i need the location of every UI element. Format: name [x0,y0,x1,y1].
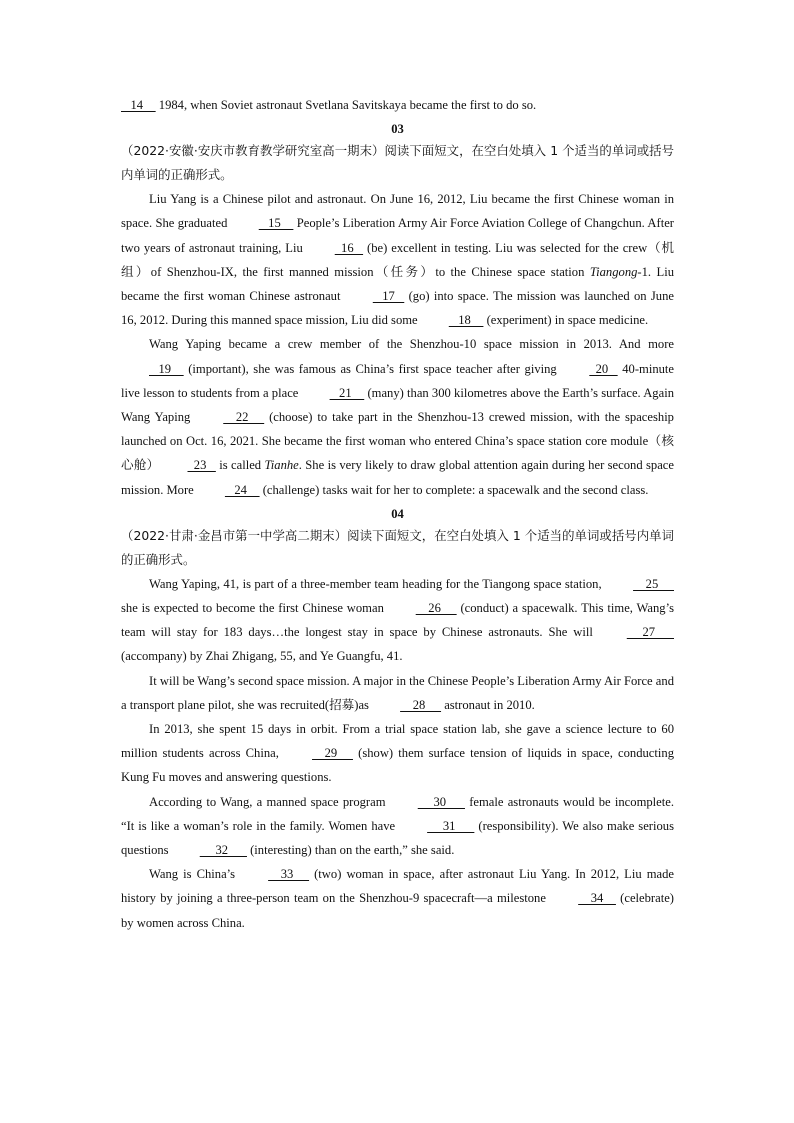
text: (accompany) by Zhai Zhigang, 55, and Ye Guangfu, 41. [121,649,403,664]
text: (choose) to take part in the Shenzhou-13 crewed mission, with the spaceship launched on Oct. 16, 2021. She became the first woman who entered China’s space station core module（核心舱） [121,410,674,473]
blank-27[interactable]: 27 [626,625,674,640]
paragraph-wang-yaping [121,332,674,501]
blank-21[interactable]: 21 [329,385,365,400]
paragraph-team [121,572,674,669]
text: Wang is China’s [149,867,241,882]
text: female astronauts would be incomplete. “It is like a woman’s role in the family. Women have [121,794,674,833]
paragraph-according [121,790,674,863]
section-number-04: 04 [391,506,404,521]
blank-34[interactable]: 34 [578,891,616,906]
text: Liu Yang is a Chinese pilot and astronaut. On June 16, 2012, Liu became the first Chinese woman in space. She graduated [121,192,674,231]
blank-30[interactable]: 30 [417,794,465,809]
blank-15[interactable]: 15 [258,216,294,231]
blank-29[interactable]: 29 [312,746,353,761]
blank-26[interactable]: 26 [415,601,457,616]
text: (many) than 300 kilometres above the Earth’s surface. Again Wang Yaping [121,385,674,425]
text: astronaut in 2010. [441,697,535,712]
text: (conduct) a spacewalk. This time, Wang’s team will stay for 183 days…the longest stay in space by Chinese astronauts. She will [121,601,674,640]
text: In 2013, she spent 15 days in orbit. From a trial space station lab, she gave a science lecture to 60 million students across China, [121,722,674,761]
blank-19[interactable]: 19 [149,361,184,376]
text: (show) them surface tension of liquids in space, conducting Kung Fu moves and answering questions. [121,746,674,785]
blank-33[interactable]: 33 [268,867,310,882]
paragraph-orbit [121,717,674,790]
text: is called [215,458,265,473]
blank-25[interactable]: 25 [633,576,674,591]
paragraph-q14 [121,93,674,117]
blank-32[interactable]: 32 [199,843,247,858]
text: (challenge) tasks wait for her to complete: a spacewalk and the second class. [259,482,649,497]
text: Wang Yaping, 41, is part of a three-member team heading for the Tiangong space station, [149,576,606,591]
blank-22[interactable]: 22 [223,410,265,425]
text: 40-minute live lesson to students from a place [121,361,674,400]
text: (important), she was famous as China’s first space teacher after giving [183,361,562,376]
paragraph-second-mission [121,669,674,717]
text: Wang Yaping became a crew member of the Shenzhou-10 space mission in 2013. And more [149,337,674,352]
text: (go) into space. The mission was launched on June 16, 2012. During this manned space mission, Liu did some [121,289,674,328]
blank-14[interactable]: 14 [121,98,156,112]
text: (be) excellent in testing. Liu was selected for the crew（机组）of Shenzhou-IX, the first manned mission（任务）to the Chinese space station [121,240,674,279]
blank-28[interactable]: 28 [400,697,442,712]
text: (celebrate) by women across China. [121,891,674,930]
text: (two) woman in space, after astronaut Liu Yang. In 2012, Liu made history by joining a three-person team on the Shenzhou-9 spacecraft—a milestone [121,867,674,906]
blank-17[interactable]: 17 [372,289,405,304]
paragraph-milestone [121,862,674,935]
section-03-instructions: （2022·安徽·安庆市教育教学研究室高一期末）阅读下面短文，在空白处填入 1 个适当的单词或括号内单词的正确形式。 [121,143,674,183]
blank-24[interactable]: 24 [224,482,260,497]
text: (experiment) in space medicine. [483,313,649,328]
section-04-instructions: （2022·甘肃·金昌市第一中学高二期末）阅读下面短文，在空白处填入 1 个适当的单词或括号内单词的正确形式。 [121,527,674,567]
section-number-03: 03 [391,122,404,137]
blank-18[interactable]: 18 [448,313,484,328]
paragraph-liu-yang [121,187,674,332]
text: People’s Liberation Army Air Force Aviation College of Changchun. After two years of astronaut training, Liu [121,216,674,255]
italic-term: Tianhe [264,458,299,473]
text: (interesting) than on the earth,” she said. [246,843,455,858]
blank-20[interactable]: 20 [589,361,618,376]
text: she is expected to become the first Chinese woman [121,601,388,616]
text: (responsibility). We also make serious questions [121,818,674,858]
document-page [121,93,674,935]
text: It will be Wang’s second space mission. A major in the Chinese People’s Liberation Army Air Force and a transport plane pilot, she was recruited(招募)as [121,673,674,712]
italic-term: Tiangong [589,264,638,279]
text: . She is very likely to draw global attention again during her second space mission. More [121,458,674,497]
blank-31[interactable]: 31 [427,818,475,833]
blank-16[interactable]: 16 [334,240,364,255]
text: -1. Liu became the first woman Chinese astronaut [121,264,674,304]
text: 1984, when Soviet astronaut Svetlana Savitskaya became the first to do so. [155,98,537,112]
text: According to Wang, a manned space program [149,794,390,809]
blank-23[interactable]: 23 [187,458,216,473]
